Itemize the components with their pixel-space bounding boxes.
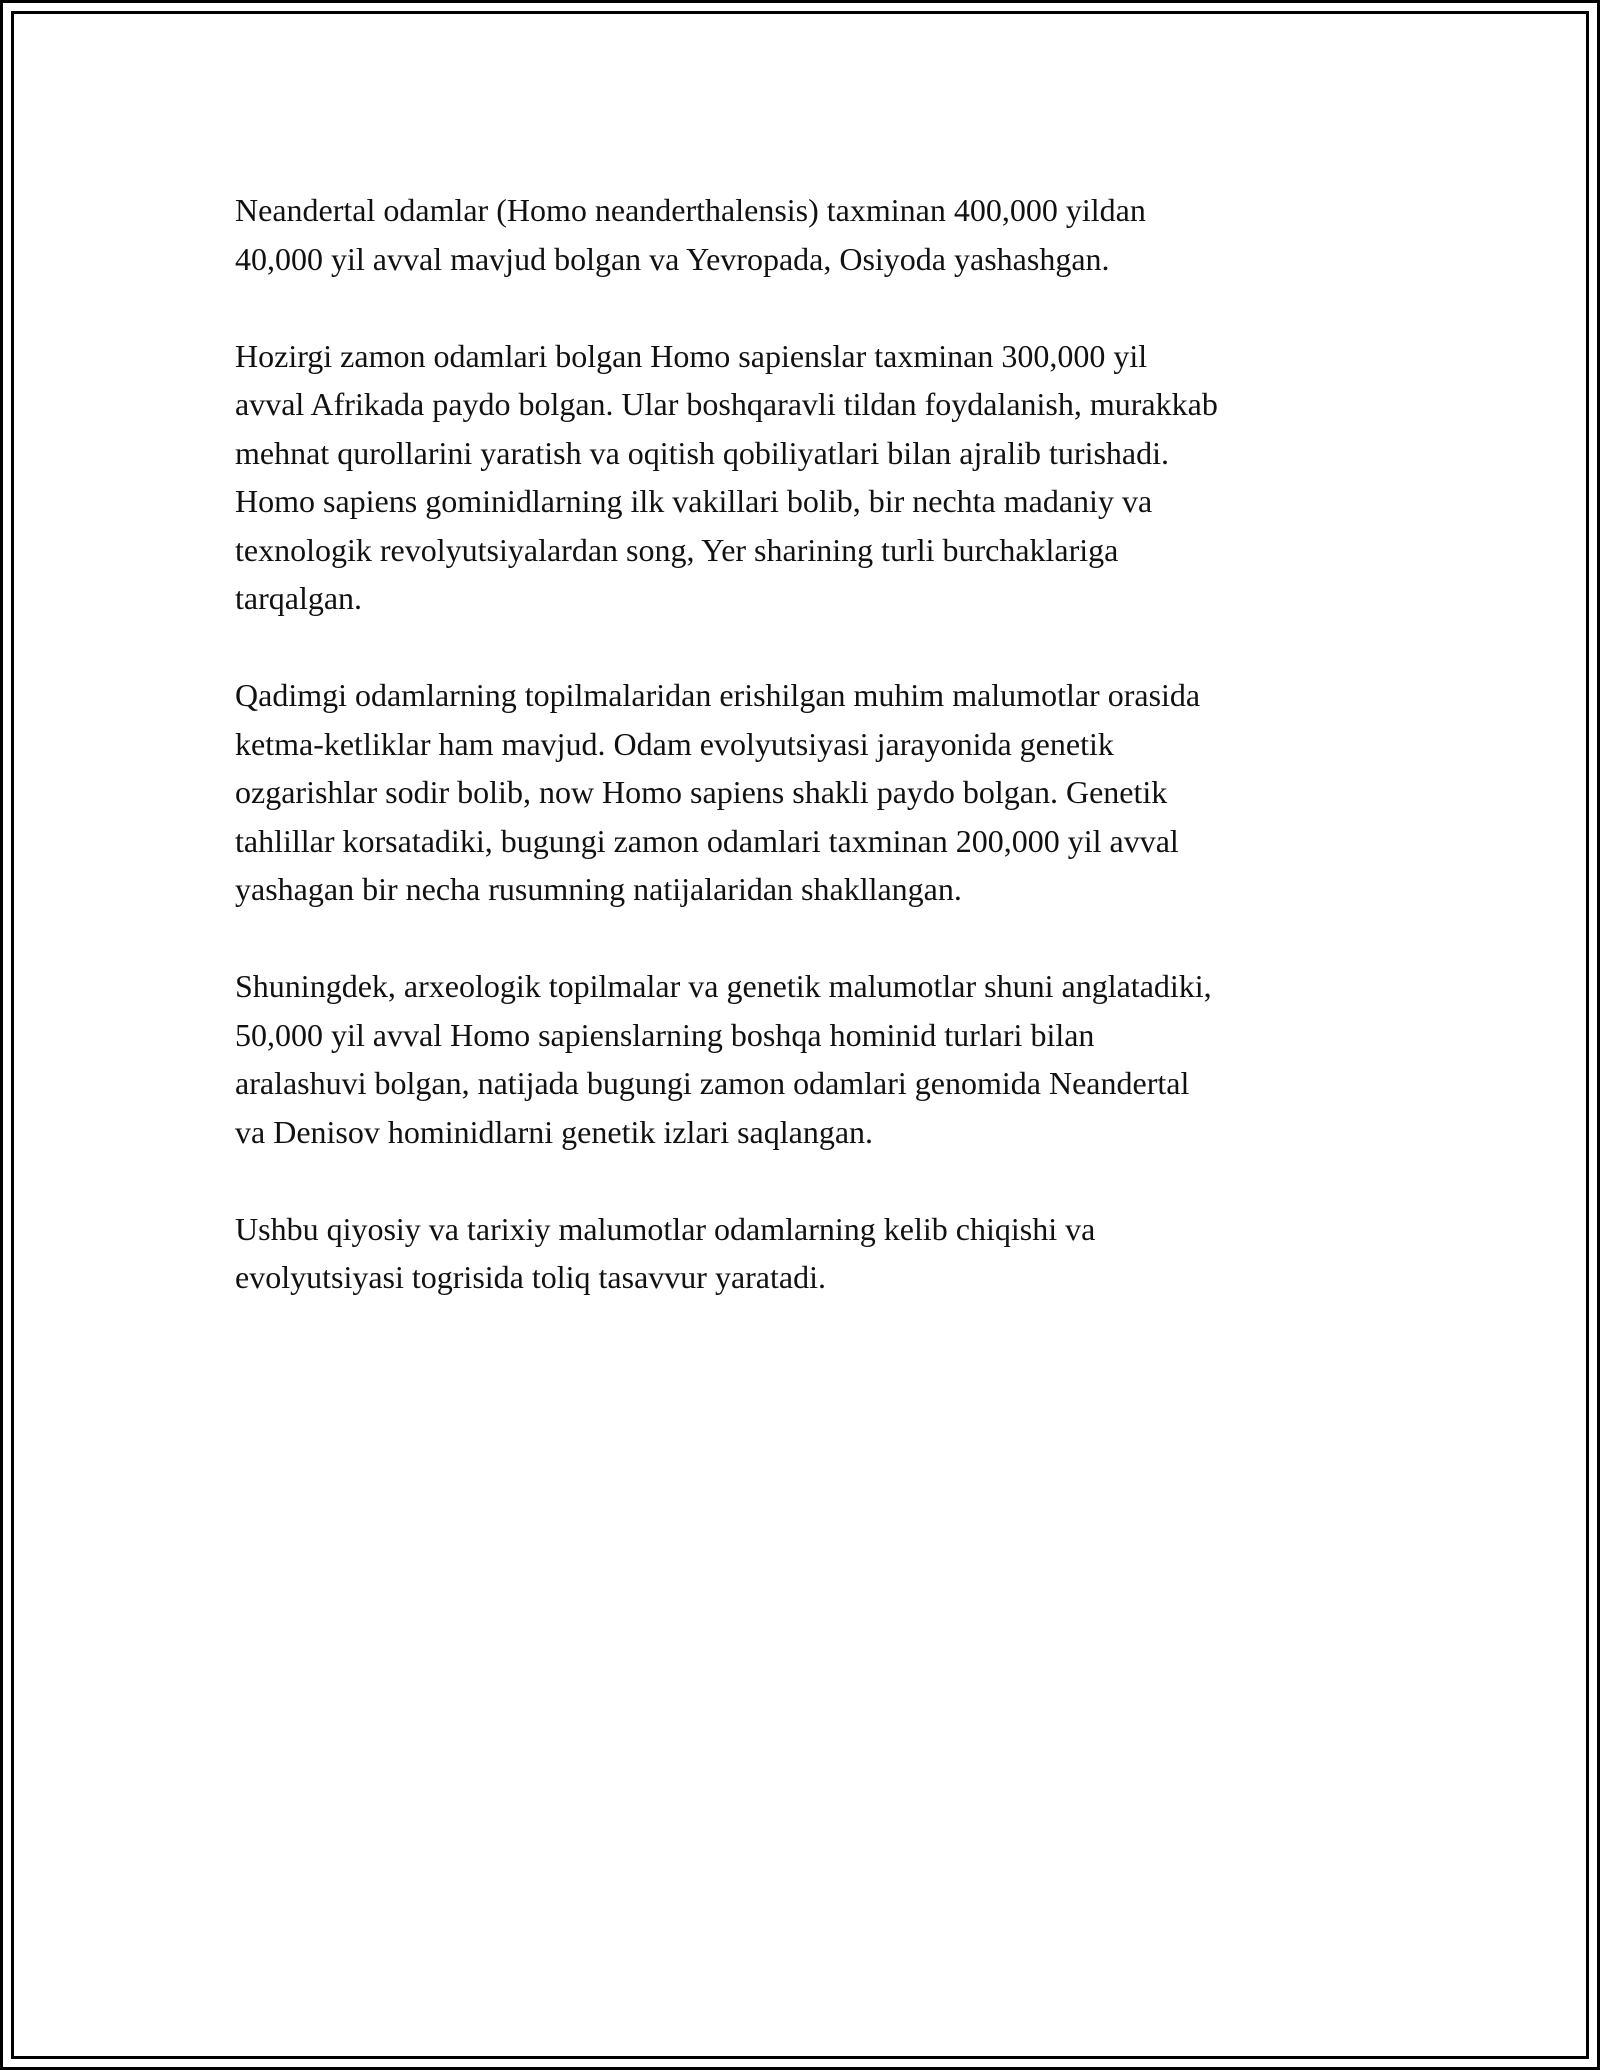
- paragraph-homo-sapiens: Hozirgi zamon odamlari bolgan Homo sapienslar taxminan 300,000 yil avval Afrikada paydo bolgan. Ular boshqaravli tildan foydalanish, murakkab mehnat qurollarini yaratish va oqitish qobiliyatlari bilan ajralib turishadi. Homo sapiens gominidlarning ilk vakillari bolib, bir nechta madaniy va texnologik revolyutsiyalardan song, Yer sharining turli burchaklariga tarqalgan.: [235, 337, 1218, 616]
- paragraph-genetic-changes: Qadimgi odamlarning topilmalaridan erishilgan muhim malumotlar orasida ketma-ketliklar ham mavjud. Odam evolyutsiyasi jarayonida genetik ozgarishlar sodir bolib, now Homo sapiens shakli paydo bolgan. Genetik tahlillar korsatadiki, bugungi zamon odamlari taxminan 200,000 yil avval yashagan bir necha rusumning natijalaridan shakllangan.: [235, 677, 1201, 907]
- paragraph-interbreeding: Shuningdek, arxeologik topilmalar va genetik malumotlar shuni anglatadiki, 50,000 yil avval Homo sapienslarning boshqa hominid turlari bilan aralashuvi bolgan, natijada bugungi zamon odamlari genomida Neandertal va Denisov hominidlarni genetik izlari saqlangan.: [235, 968, 1212, 1150]
- paragraph-conclusion: Ushbu qiyosiy va tarixiy malumotlar odamlarning kelib chiqishi va evolyutsiyasi togrisida toliq tasavvur yaratadi.: [235, 1210, 1096, 1295]
- paragraph-neandertals: Neandertal odamlar (Homo neanderthalensis) taxminan 400,000 yildan 40,000 yil avval mavjud bolgan va Yevropada, Osiyoda yashashgan.: [235, 192, 1146, 277]
- document-body: [235, 186, 1375, 1350]
